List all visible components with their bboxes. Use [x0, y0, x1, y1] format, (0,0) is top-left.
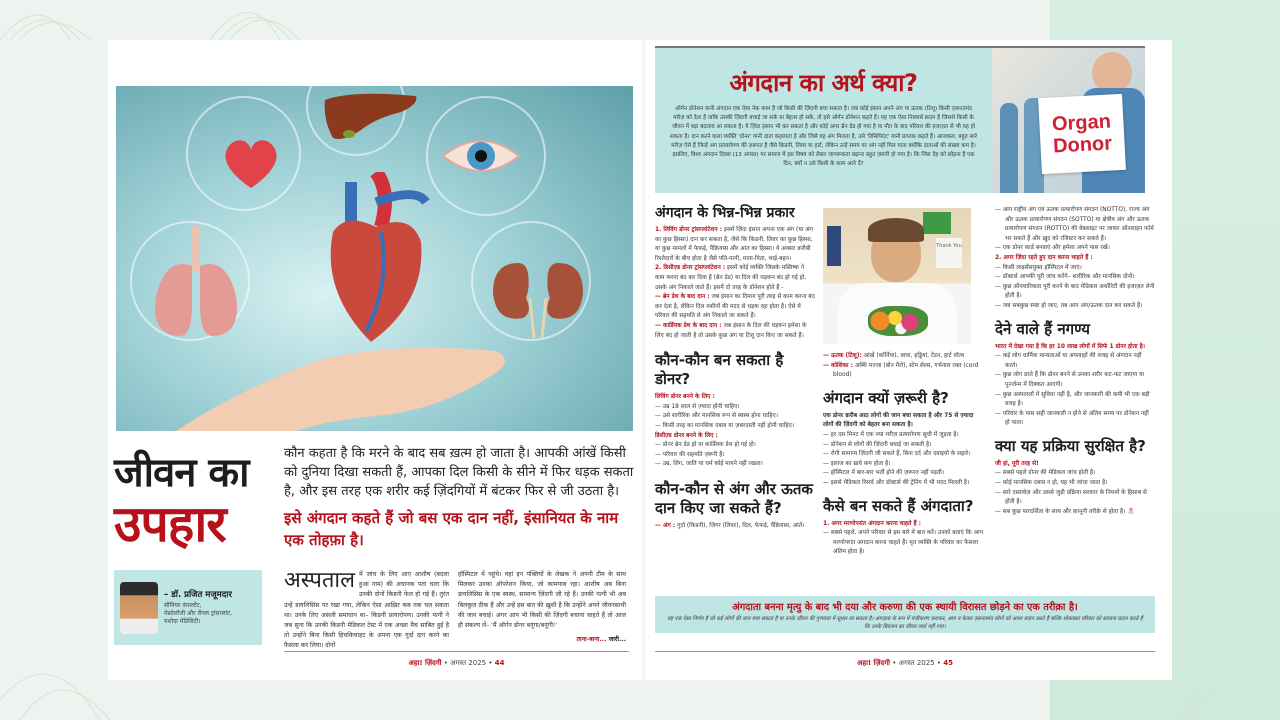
continued-note	[458, 635, 626, 645]
type-2-label: 2. डिसीज़्ड डोनर ट्रांसप्लांटेशन :	[655, 265, 726, 272]
list-item: — हर दस मिनट में एक नया मरीज़ प्रत्यारोपण सूची में जुड़ता है।	[823, 431, 959, 438]
heart-shape-icon	[221, 136, 281, 191]
type-1-text: इसमें ज़िंदा इंसान अपना एक अंग (या अंग का कुछ हिस्सा) दान कर सकता है, जैसे कि किडनी, लिवर का कुछ हिस्सा, या कुछ मामलों में फेफड़े, पैंक्रियास और आंत का हिस्सा। ये अक्सर क़रीबी रिश्तेदारों के बीच होता है जैसे पति-पत्नी, माता-पिता, भाई-बहन।	[655, 227, 813, 262]
banner-text: ऑर्गन डोनेशन यानी अंगदान एक ऐसा नेक काम है जो किसी की ज़िंदगी बचा सकता है। जब कोई इंसान अपने अंग या ऊतक (टिशू) किसी ज़रूरतमंद मरीज़ को देता है ताकि उसकी ज़िंदगी बचाई जा सके या बेहतर हो सके, तो इसे ऑर्गन डोनेशन कहते हैं। यह एक ऐसा निस्वार्थ क़दम है जिससे किसी के जीवन में बड़ा बदलाव आ सकता है। ये ज़िंदा इंसान भी कर सकता है और कोई अगर ब्रेन डेड हो गया है या मौत के बाद परिवार की इजाज़त से भी यह हो सकता है। दान करने वाला व्यक्ति 'डोनर' यानी दाता कहलाता है और जिसे यह अंग मिलता है, उसे 'रिसिपिएंट' यानी प्राप्तक कहते हैं। आजकल, बहुत सारे मरीज़ ऐसे हैं जिन्हें अंग प्रत्यारोपण की ज़रूरत है जैसे किडनी, लिवर या हार्ट, लेकिन उन्हें समय पर अंग नहीं मिल पाता क्योंकि दाताओं की संख्या कम है। इसलिए, विश्व अंगदान दिवस (13 अगस्त) पर समाज में इस विषय को लेकर जागरूकता बढ़ाना बहुत ज़रूरी हो गया है। कि जिस देह को छोड़ना है एक दिन, क्यों न उसे किसी के काम आने दें?	[669, 106, 978, 168]
article-intro	[284, 444, 634, 551]
sign-line-2: Donor	[1052, 132, 1113, 158]
type-2-text: इसमें कोई व्यक्ति जिसके मस्तिष्क ने काम करना बंद कर दिया है (ब्रेन डेड) या दिल की धड़कन बंद हो गई हो, उसके अंग निकाले जाते हैं। इसमें दो तरह के डोनेशन होते हैं -	[655, 265, 807, 291]
banner-title: अंगदान का अर्थ क्या?	[729, 69, 918, 97]
continued-label: ताना-बाना...	[576, 636, 607, 644]
author-role	[164, 602, 232, 626]
legacy-banner-title: अंगदाता बनना मृत्यु के बाद भी दया और करुणा की एक स्थायी विरासत छोड़ने का एक तरीक़ा है।	[732, 602, 1078, 613]
author-box	[114, 570, 262, 645]
page-footer	[655, 659, 1155, 668]
author-name: – डॉ. प्रजित मजूमदार	[164, 590, 232, 600]
list-item: — डोनेशन से लोगों की ज़िंदगी बचाई जा सकती है।	[823, 441, 932, 448]
smiling-donor-woman-photo	[823, 208, 971, 344]
anatomical-heart-icon	[321, 172, 431, 347]
author-role-line-3: यशोदा मेडिसिटी।	[164, 618, 201, 625]
flower-bouquet	[868, 306, 928, 336]
organs-tissues-heading: कौन-कौन से अंग और ऊतक दान किए जा सकते हैं?	[655, 479, 813, 517]
list-item: — सबसे पहले, अपने परिवार से इस बारे में बात करें। उनको बताएं कि आप मरणोपरांत अंगदान करना चाहते हैं। मृत व्यक्ति के परिवार का फैसला अंतिम होता है।	[823, 530, 983, 556]
organ-donor-sign	[1038, 94, 1126, 174]
list-item: — कुछ औपचारिकता पूरी करने के बाद मेडिकल अथॉरिटी की इजाज़त लेनी होती है।	[995, 283, 1155, 300]
list-item: — इससे मेडिकल रिसर्च और डॉक्टर्स की ट्रेनिंग में भी मदद मिलती है।	[823, 479, 970, 486]
footer-divider	[284, 651, 629, 652]
column-types-and-eligibility	[655, 200, 815, 531]
list-item: — रोगी सामान्य ज़िंदगी जी सकते हैं, बिना दर्द और दवाइयों के सहारे।	[823, 451, 971, 458]
title-line-2: उपहार	[114, 495, 226, 553]
list-item: — कोशिका : अस्थि मज्जा (बोन मैरो), स्टेम सेल्स, गर्भनाल रक्त (cord blood)	[823, 362, 979, 379]
list-item: — अंग : गुर्दा (किडनी), जिगर (लिवर), दिल, फेफड़े, पैंक्रियास, आंतें।	[655, 522, 805, 529]
author-avatar	[120, 582, 158, 634]
footer-sep: •	[890, 659, 899, 667]
types-heading: अंगदान के भिन्न-भिन्न प्रकार	[655, 205, 795, 221]
list-item: — सब कुछ पारदर्शिता के साथ और क़ानूनी तरीक़े से होता है। 🎗	[995, 508, 1135, 515]
footer-divider	[655, 651, 1155, 652]
sign-line-1: Organ	[1051, 110, 1112, 136]
body-column-1	[284, 570, 449, 652]
footer-month: अगस्त 2025	[450, 659, 487, 667]
living-donor-label: लिविंग डोनर बनने के लिए :	[655, 394, 715, 401]
page-footer	[284, 659, 629, 668]
liver-icon	[321, 90, 421, 145]
list-item: — कई लोग धार्मिक मान्यताओं या अफवाहों की वजह से अंगदान नहीं करते।	[995, 353, 1142, 369]
list-item: — ऊतक (टिशू): आंखें (कॉर्निया), त्वचा, हड्डियां, टेंडन, हार्ट वॉल्व	[823, 353, 965, 359]
dropcap-word: अस्पताल	[284, 568, 356, 593]
step-1-label: 1. अगर मरणोपरांत अंगदान करना चाहते हैं :	[823, 520, 921, 527]
background-nurse-figure	[1000, 103, 1018, 193]
footer-sep: •	[934, 659, 944, 667]
how-to-become-heading: कैसे बन सकते हैं अंगदाता?	[823, 496, 974, 515]
list-item: — जब सबकुछ स्पष्ट हो जाए, तब आप अंग/ऊतक दान कर सकते हैं।	[995, 302, 1143, 309]
list-item: — किसी तरह का मानसिक दबाव या ज़बरदस्ती नहीं होनी चाहिए।	[655, 422, 794, 429]
subtype-1-text: जब इंसान का दिमाग़ पूरी तरह से काम करना बंद कर देता है, लेकिन दिल मशीनों की मदद से धड़क रहा होता है। ऐसे में परिवार की सहमति से अंग निकाले जा सकते हैं।	[655, 294, 815, 320]
continued-suffix: जारी...	[606, 636, 626, 644]
list-item: — उम्र 18 साल से ज़्यादा होनी चाहिए।	[655, 403, 740, 410]
list-item: — आप राष्ट्रीय अंग एवं ऊतक प्रत्यारोपण संगठन (NOTTO), राज्य अंग और ऊतक प्रत्यारोपण संगठन (SOTTO) या क्षेत्रीय अंग और ऊतक प्रत्यारोपण संगठन (ROTTO) की वेबसाइट पर जाकर ऑनलाइन फॉर्म भर सकते हैं और ख़ुद को रजिस्टर कर सकते हैं।	[995, 207, 1154, 242]
wall-poster	[923, 212, 951, 234]
thank-you-note: Thank You	[936, 238, 962, 268]
open-hand-icon	[176, 331, 516, 431]
intro-text: कौन कहता है कि मरने के बाद सब ख़त्म हो जाता है। आपकी आंखें किसी को दुनिया दिखा सकती हैं, आपका दिल किसी के सीने में फिर धड़क सकता है, और इस तरह एक शरीर कई ज़िंदगियों में बंटकर फिर से जी उठता है।	[284, 446, 634, 499]
wall-poster	[827, 226, 841, 266]
step-2-label: 2. अगर ज़िंदा रहते हुए दान करना चाहते हैं :	[995, 254, 1093, 261]
footer-magazine: अहा! ज़िंदगी	[408, 659, 442, 667]
meaning-banner	[655, 46, 992, 193]
author-role-line-2: नेफ्रोलॉजी और रीनल ट्रांसप्लांट,	[164, 610, 233, 617]
legacy-banner	[655, 596, 1155, 633]
list-item: — परिवार के पास सही जानकारी न होने से अंतिम समय पर डोनेशन नहीं हो पाता।	[995, 410, 1149, 427]
list-item: — सारे दस्तावेज़ और उससे जुड़ी प्रक्रिया सरकार के नियमों के हिसाब से होती है।	[995, 489, 1147, 506]
ribbon-icon: 🎗	[1127, 508, 1135, 515]
body-text-1: में जांच के लिए आए आशीष (बदला हुआ नाम) की अचानक पता चला कि उनकी दोनों किडनी फेल हो गई हैं। तुरंत उन्हें डायलिसिस पर रखा गया, लेकिन ऐसा आख़िर कब तक चल सकता था। उनके लिए असली समाधान था– किडनी प्रत्यारोपण। उनकी पत्नी ने जब सुना कि उनकी किडनी मेडिकल टेस्ट में एक अच्छा मैच साबित हुई है तो उन्होंने बिना किसी हिचकिचाहट के अपना एक गुर्दा दान करने का फैसला कर लिया। दोनों	[284, 571, 449, 650]
column-why-and-how	[823, 208, 983, 558]
list-item: — किसी लाइसेंसयुक्त हॉस्पिटल में जाएं।	[995, 264, 1082, 271]
is-safe-heading: क्या यह प्रक्रिया सुरक्षित है?	[995, 436, 1146, 455]
footer-sep: •	[441, 659, 451, 667]
author-role-line-1: सीनियर कंसल्टेंट,	[164, 602, 202, 609]
footer-page-number: 45	[943, 659, 953, 667]
list-item: — इलाज का ख़र्च कम होता है।	[823, 460, 891, 467]
hero-organs-illustration	[116, 86, 633, 431]
list-item: — डॉक्टर्स आपकी पूरी जांच करेंगे– शारीरिक और मानसिक दोनों।	[995, 274, 1135, 281]
negligible-lead: भारत में देखा गया है कि हर 10 लाख लोगों में सिर्फ 1 डोनर होता है।	[995, 343, 1145, 350]
is-safe-lead: जी हां, पूरी तरह से!	[995, 460, 1039, 467]
column-steps-and-safety	[995, 206, 1155, 517]
list-item: — कुछ अस्पतालों में सुविधा नहीं है, और जानकारी की कमी भी एक बड़ी वजह है।	[995, 391, 1150, 408]
list-item: — कुछ लोग डरते हैं कि डोनर बनने से उनका शरीर कट-फट जाएगा या पुनर्जन्म में दिक्कत आएगी।	[995, 372, 1145, 388]
body-text-2: हॉस्पिटल में पहुंचे। वहां इन पंक्तियों के लेखक ने अपनी टीम के साथ मिलकर उनका ऑपरेशन किया, जो कामयाब रहा। आशीष अब बिना डायलिसिस के एक स्वस्थ, सामान्य ज़िंदगी जी रहे हैं। उनकी पत्नी भी अब बिलकुल ठीक हैं और उन्हें इस बात की ख़ुशी है कि उन्होंने अपने जीवनसाथी की जान बचाई। अगर आप भी किसी की ज़िंदगी बचाना चाहते हैं तो आज ही संकल्प लें– 'मैं ऑर्गन डोनर बनूंगा/बनूंगी!'	[458, 571, 626, 630]
subtype-2-text: जब इंसान के दिल की धड़कन हमेशा के लिए बंद हो जाती है तो उसके कुछ अंग या टिशू दान किए जा सकते हैं।	[655, 322, 807, 339]
article-title	[114, 450, 274, 552]
subtype-2-label: — कार्डियक डेथ के बाद दान :	[655, 322, 722, 329]
eye-icon	[441, 134, 521, 179]
footer-sep: •	[486, 659, 495, 667]
list-item: — एक डोनर कार्ड बनवाएं और हमेशा अपने पास रखें।	[995, 245, 1110, 252]
negligible-donors-heading: देने वाले हैं नगण्य	[995, 319, 1090, 338]
type-1-label: 1. लिविंग डोनर ट्रांसप्लांटेशन :	[655, 227, 723, 233]
list-item: — डोनर ब्रेन डेड हो या कार्डियक डेथ हो गई हो।	[655, 442, 756, 449]
magazine-page-left	[108, 40, 645, 680]
nurse-organ-donor-photo	[992, 46, 1145, 193]
list-item: — उसे शारीरिक और मानसिक रूप से स्वस्थ होना चाहिए।	[655, 413, 778, 420]
intro-highlight: इसे अंगदान कहते हैं जो बस एक दान नहीं, इंसानियत के नाम एक तोहफ़ा है।	[284, 509, 619, 549]
kidneys-icon	[488, 258, 588, 338]
who-can-donate-heading: कौन-कौन बन सकता है डोनर?	[655, 351, 784, 389]
deceased-donor-label: डिसीज़्ड डोनर बनने के लिए :	[655, 432, 718, 439]
legacy-banner-text: यह एक ऐसा निर्णय है जो कई लोगों की जान बचा सकता है या उनके जीवन की गुणवत्ता में सुधार ला सकता है। अंगदाता के रूप में पंजीकरण कराकर, आप न केवल ज़रूरतमंद लोगों को आशा प्रदान करते हैं बल्कि शोकग्रस्त परिवार को सांत्वना प्रदान करते हैं कि उनके प्रियजन का जीवन व्यर्थ नहीं गया।	[667, 616, 1143, 630]
magazine-page-right	[645, 40, 1172, 680]
woman-hair	[868, 218, 924, 242]
subtype-1-label: — ब्रेन डेथ के बाद दान :	[655, 294, 710, 301]
why-important-heading: अंगदान क्यों ज़रूरी है?	[823, 388, 949, 407]
body-column-2	[458, 570, 626, 645]
list-item: — कोई मानसिक दबाव न हो, यह भी जांचा जाता है।	[995, 480, 1108, 487]
footer-month: अगस्त 2025	[898, 659, 935, 667]
why-important-lead: एक डोनर क़रीब आठ लोगों की जान बचा सकता है और 75 से ज़्यादा लोगों की ज़िंदगी को बेहतर बना सकता है।	[823, 412, 974, 429]
list-item: — उम्र, लिंग, जाति या धर्म कोई मायने नहीं रखता।	[655, 461, 763, 468]
footer-page-number: 44	[494, 659, 505, 667]
footer-magazine: अहा! ज़िंदगी	[857, 659, 890, 667]
lungs-icon	[146, 226, 246, 346]
list-item: — हॉस्पिटल में बार-बार भर्ती होने की ज़रूरत नहीं पड़ती।	[823, 470, 945, 477]
list-item: — परिवार की सहमति ज़रूरी है।	[655, 451, 725, 458]
title-line-1: जीवन का	[114, 450, 249, 496]
list-item: — सबसे पहले डोनर की मेडिकल जांच होती है।	[995, 470, 1096, 477]
